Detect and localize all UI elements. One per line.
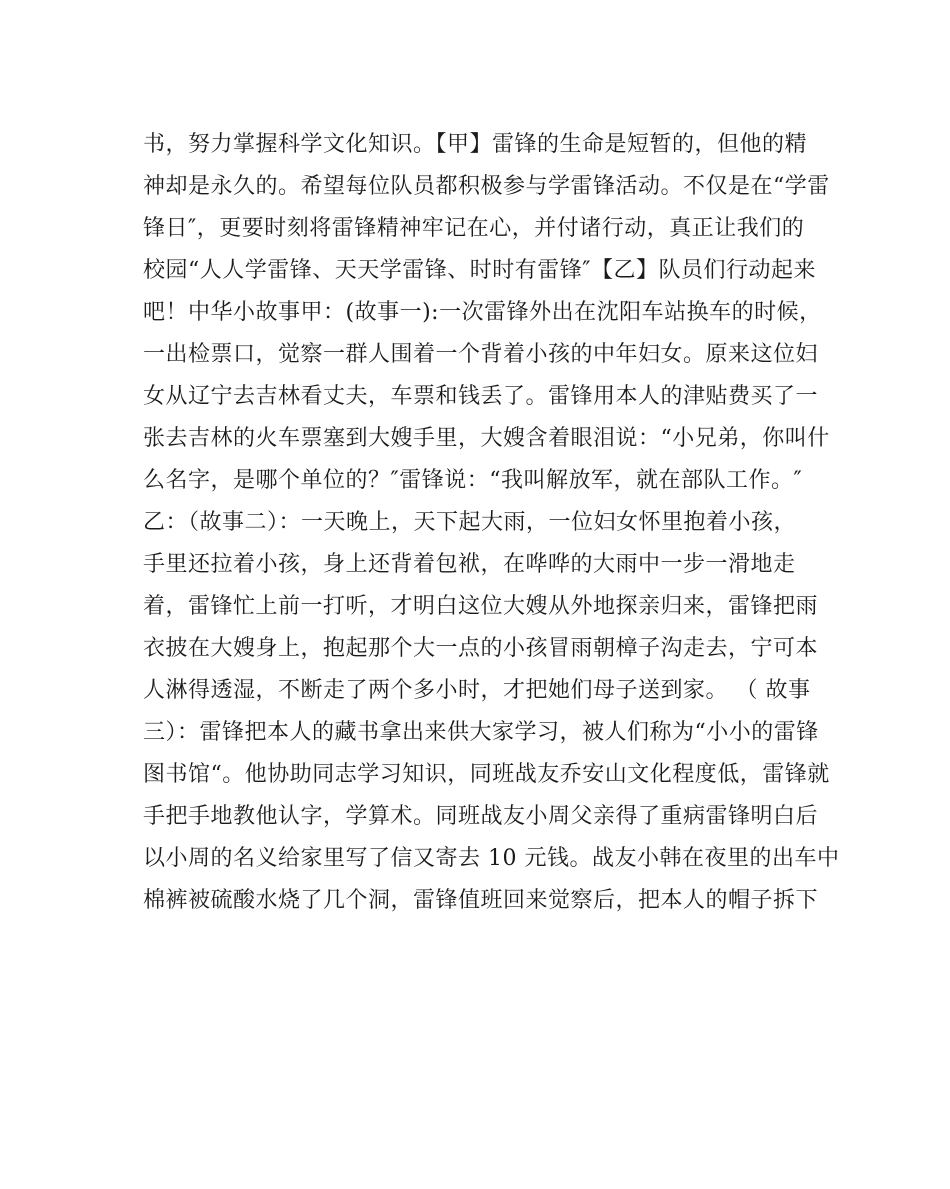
text-line: 以小周的名义给家里写了信又寄去 10 元钱。战友小韩在夜里的出车中 [143, 846, 840, 871]
body-text [143, 124, 840, 922]
text-line: 人淋得透湿，不断走了两个多小时，才把她们母子送到家。 （ 故事 [143, 678, 811, 703]
text-line: 张去吉林的火车票塞到大嫂手里，大嫂含着眼泪说：“小兄弟，你叫什 [143, 426, 830, 451]
text-line: 三）：雷锋把本人的藏书拿出来供大家学习，被人们称为“小小的雷锋 [143, 720, 819, 745]
text-line: 么名字，是哪个单位的？″雷锋说：“我叫解放军，就在部队工作。″ [143, 468, 803, 493]
text-line: 一出检票口，觉察一群人围着一个背着小孩的中年妇女。原来这位妇 [143, 342, 819, 367]
text-line: 着，雷锋忙上前一打听，才明白这位大嫂从外地探亲归来，雷锋把雨 [143, 594, 819, 619]
text-line: 锋日″，更要时刻将雷锋精神牢记在心，并付诸行动，真正让我们的 [143, 216, 805, 241]
text-line: 衣披在大嫂身上，抱起那个大一点的小孩冒雨朝樟子沟走去，宁可本 [143, 636, 819, 661]
text-line: 手把手地教他认字，学算术。同班战友小周父亲得了重病雷锋明白后 [143, 804, 819, 829]
text-line: 吧！中华小故事甲：(故事一):一次雷锋外出在沈阳车站换车的时候， [143, 300, 822, 325]
text-line: 校园“人人学雷锋、天天学雷锋、时时有雷锋″【乙】队员们行动起来 [143, 258, 816, 283]
text-line: 书，努力掌握科学文化知识。【甲】雷锋的生命是短暂的，但他的精 [143, 132, 808, 157]
text-line: 手里还拉着小孩，身上还背着包袱，在哗哗的大雨中一步一滑地走 [143, 552, 796, 577]
text-line: 乙：（故事二）：一天晚上，天下起大雨，一位妇女怀里抱着小孩， [143, 510, 797, 535]
text-line: 女从辽宁去吉林看丈夫，车票和钱丢了。雷锋用本人的津贴费买了一 [143, 384, 819, 409]
text-line: 图书馆“。他协助同志学习知识，同班战友乔安山文化程度低，雷锋就 [143, 762, 830, 787]
text-line: 神却是永久的。希望每位队员都积极参与学雷锋活动。不仅是在“学雷 [143, 174, 830, 199]
text-line: 棉裤被硫酸水烧了几个洞，雷锋值班回来觉察后，把本人的帽子拆下 [143, 888, 819, 913]
